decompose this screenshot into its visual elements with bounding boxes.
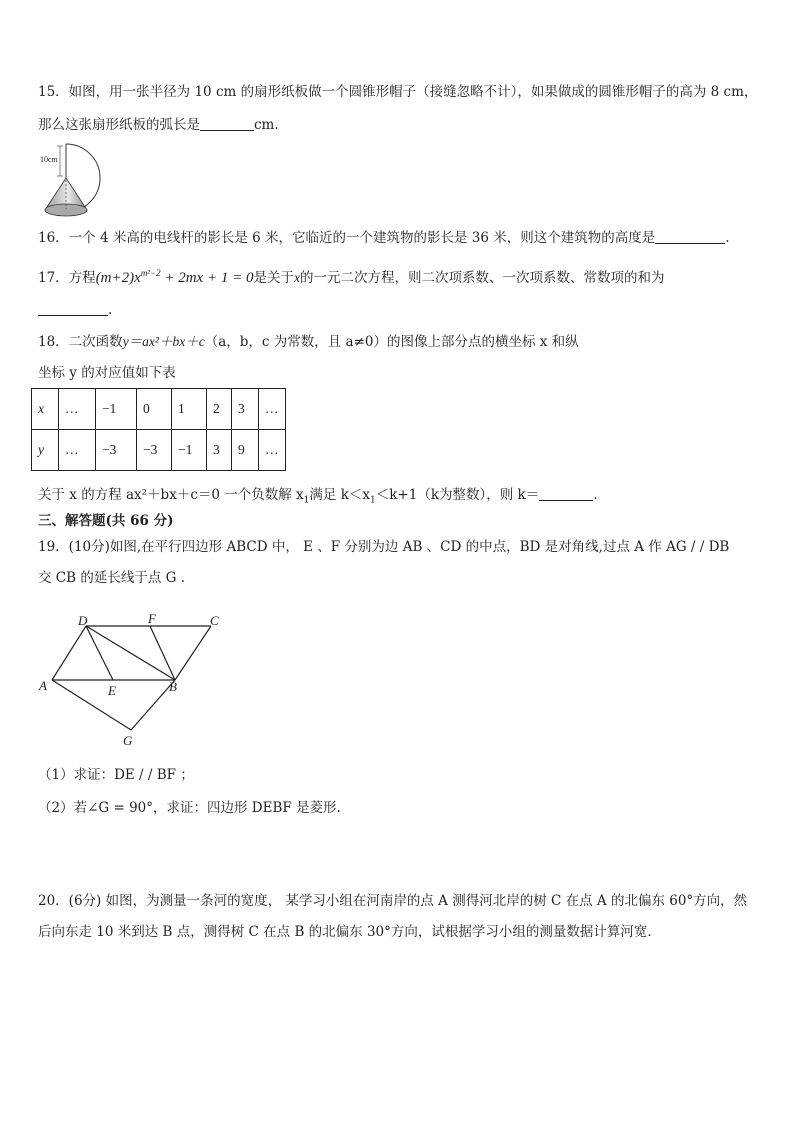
q18-line1-b: （a，b，c 为常数，且 a≠0）的图像上部分点的横坐标 x 和纵 [204, 334, 579, 350]
q17-equation: $(m+2)x^{m^2-2} + 2mx + 1 = 0$ [95, 268, 254, 286]
table-cell: x [32, 389, 59, 430]
q18-line3: 关于 x 的方程 ax²＋bx＋c＝0 一个负数解 $x_1$满足 $k<x_1<k+1(k$为整数），则 k＝ . [38, 487, 598, 506]
label-F: F [148, 611, 156, 626]
q20-line2: 后向东走 10 米到达 B 点，测得树 C 在点 B 的北偏东 30°方向，试根据学习小组的测量数据计算河宽. [38, 924, 652, 940]
cone-radius-label: 10cm [40, 155, 58, 164]
q18-line1-a: 18．二次函数 [38, 334, 123, 350]
label-C: C [210, 613, 219, 628]
table-cell: −3 [137, 430, 172, 471]
q18-line3-b: 满足 k＜x [309, 487, 370, 503]
q15-line2-suffix: cm. [254, 117, 279, 133]
table-cell: −3 [96, 430, 137, 471]
q16-line [38, 229, 730, 247]
q17-var: x [293, 270, 300, 285]
table-row-y [32, 430, 286, 471]
q15-line2 [38, 116, 279, 134]
q15-answer-blank [200, 116, 254, 131]
parallelogram-figure [34, 608, 234, 753]
q16-end: . [725, 230, 730, 246]
q19-line1: 19．(10分)如图,在平行四边形 ABCD 中， E 、F 分别为边 AB 、CD 的中点，BD 是对角线,过点 A 作 AG / / DB [38, 539, 730, 555]
q18-function: y＝ax²＋bx＋c [122, 334, 205, 349]
table-cell: −1 [172, 430, 207, 471]
q19-part2: （2）若∠G = 90°，求证：四边形 DEBF 是菱形. [38, 800, 341, 816]
label-E: E [108, 683, 116, 698]
section-title: 三、解答题(共 66 分) [38, 513, 174, 529]
table-cell: … [259, 430, 286, 471]
label-B: B [169, 679, 177, 694]
q18-line3-a: 关于 x 的方程 ax²＋bx＋c＝0 一个负数解 x [38, 487, 304, 503]
q17-prefix: 17．方程 [38, 270, 96, 286]
table-cell: … [59, 430, 96, 471]
value-table [31, 388, 286, 471]
q18-line3-end: . [593, 487, 598, 503]
cone-figure [38, 140, 114, 222]
label-A: A [39, 678, 47, 693]
q16-answer-blank [655, 229, 725, 244]
label-G: G [123, 733, 133, 748]
table-cell: 3 [232, 389, 259, 430]
table-cell: 1 [172, 389, 207, 430]
q17-line2 [38, 301, 112, 319]
q17-line1 [38, 264, 664, 287]
table-cell: … [59, 389, 96, 430]
table-cell: … [259, 389, 286, 430]
q19-part1: （1）求证：DE / / BF ； [38, 767, 194, 783]
q19-line2: 交 CB 的延长线于点 G . [38, 570, 185, 586]
table-cell: −1 [96, 389, 137, 430]
q17-suffix: 是关于 [253, 270, 294, 286]
q20-line1: 20．(6分) 如图，为测量一条河的宽度， 某学习小组在河南岸的点 A 测得河北岸的树 C 在点 A 的北偏东 60°方向，然 [38, 893, 748, 909]
table-cell: y [32, 430, 59, 471]
q15-line1: 15．如图，用一张半径为 10 cm 的扇形纸板做一个圆锥形帽子（接缝忽略不计），如果做成的圆锥形帽子的高为 8 cm， [38, 84, 758, 100]
q18-answer-blank [539, 486, 593, 501]
q18-line1 [38, 333, 579, 351]
q18-line3-c: ＜k+1（k为整数），则 k＝ [375, 487, 540, 503]
q17-suffix2: 的一元二次方程，则二次项系数、一次项系数、常数项的和为 [299, 270, 665, 286]
table-cell: 9 [232, 430, 259, 471]
table-cell: 0 [137, 389, 172, 430]
table-cell: 2 [207, 389, 232, 430]
table-cell: 3 [207, 430, 232, 471]
q16-text: 16．一个 4 米高的电线杆的影长是 6 米，它临近的一个建筑物的影长是 36 米，则这个建筑物的高度是 [38, 230, 656, 246]
q17-answer-blank [38, 301, 108, 316]
table-row-x [32, 389, 286, 430]
q18-line2: 坐标 y 的对应值如下表 [38, 365, 176, 381]
label-D: D [78, 613, 88, 628]
q15-line2-prefix: 那么这张扇形纸板的弧长是 [38, 117, 200, 133]
q17-end: . [108, 302, 113, 318]
